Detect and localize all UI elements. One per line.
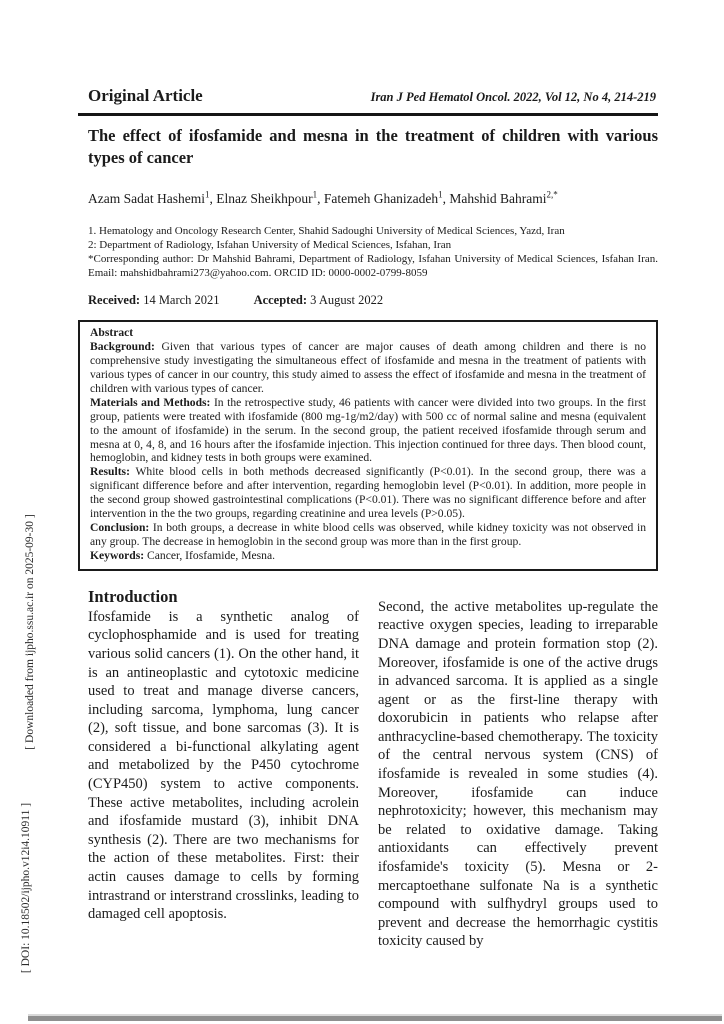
abstract-methods-text: In the retrospective study, 46 patients with cancer were divided into two groups. In the first group, patients were treated with ifosfamide (800 mg-1g/m2/day) with 500 cc of normal saline and mesna (equivalent to the amount of ifosfamide) in the serum. In the second group, the patient received ifosfamide through serum and mesna at 0, 4, 8, and 16 hours after the ifosfamide injection. This injection continued for three days. Then blood count, hemoglobin, and kidney tests in both groups were examined. [90, 395, 646, 465]
author-sup: 2,* [546, 189, 558, 199]
scan-edge-artifact [28, 1014, 722, 1021]
abstract-box [78, 320, 658, 570]
right-column [378, 588, 658, 951]
received-date [88, 293, 220, 307]
affiliation-1: 1. Hematology and Oncology Research Center, Shahid Sadoughi University of Medical Sciences, Yazd, Iran [88, 224, 565, 237]
page-header [78, 86, 658, 106]
abstract-results [90, 465, 646, 521]
journal-citation: Iran J Ped Hematol Oncol. 2022, Vol 12, No 4, 214-219 [370, 90, 656, 104]
affiliations-block [88, 224, 658, 281]
author-sup: 1 [204, 189, 210, 199]
downloaded-from-note: [ Downloaded from ijpho.ssu.ac.ir on 2025-09-30 ] [24, 514, 36, 750]
accepted-date [254, 293, 384, 307]
abstract-methods [90, 396, 646, 466]
doi-note: [ DOI: 10.18502/ijpho.v12i4.10911 ] [20, 802, 32, 974]
abstract-results-label: Results: [90, 465, 130, 479]
abstract-conclusion-text: In both groups, a decrease in white blood cells was observed, while kidney toxicity was not observed in any group. The decrease in hemoglobin in the second group was more than in the first group. [90, 521, 646, 548]
affiliation-2: 2: Department of Radiology, Isfahan University of Medical Sciences, Isfahan, Iran [88, 238, 452, 251]
abstract-keywords-text: Cancer, Ifosfamide, Mesna. [147, 548, 275, 562]
abstract-background-label: Background: [90, 340, 155, 354]
author-name: Mahshid Bahrami [449, 190, 547, 206]
author-separator: , [209, 190, 217, 206]
authors-line [88, 191, 658, 207]
author-sup: 1 [438, 189, 443, 199]
accepted-label: Accepted: [253, 293, 308, 308]
corresponding-author-note: *Corresponding author: Dr Mahshid Bahrami, Department of Radiology, Isfahan University of Medical Sciences, Isfahan Iran. Email: mahshidbahrami273@yahoo.com. ORCID ID: 0000-0002-0799-8059 [88, 252, 658, 280]
abstract-keywords [90, 549, 646, 563]
author-separator: , [442, 190, 450, 206]
header-rule [78, 113, 658, 116]
accepted-value: 3 August 2022 [310, 293, 384, 308]
article-type-label: Original Article [88, 86, 203, 105]
introduction-paragraph-right: Second, the active metabolites up-regulate the reactive oxygen species, leading to irreparable DNA damage and protein formation stop (2). Moreover, ifosfamide is one of the active drugs in advanced sarcoma. It is applied as a single agent or as the first-line therapy with doxorubicin in patients who relapse after anthracycline-based chemotherapy. The toxicity of the central nervous system (CNS) of ifosfamide is revealed in some studies (4). Moreover, ifosfamide can induce nephrotoxicity; however, this mechanism may be related to oxidative damage. Taking antioxidants can effectively prevent ifosfamide's toxicity (5). Mesna or 2-mercaptoethane sulfonate Na is a synthetic compound with sulfhydryl groups used to prevent and decrease the hemorrhagic cystitis toxicity caused by [378, 598, 658, 950]
abstract-heading: Abstract [90, 326, 134, 340]
introduction-heading: Introduction [88, 586, 178, 606]
abstract-keywords-label: Keywords: [90, 548, 145, 562]
two-column-body [88, 588, 658, 951]
article-title: The effect of ifosfamide and mesna in the treatment of children with various types of cancer [88, 125, 658, 167]
abstract-background-text: Given that various types of cancer are major causes of death among children and there is no comprehensive study investigating the simultaneous effect of ifosfamide and mesna in the treatment of patients with various types of cancer in our country, this study aimed to assess the effect of ifosfamide and mesna in the treatment of children with various types of cancer. [90, 340, 646, 395]
article-content [78, 86, 658, 951]
abstract-conclusion-label: Conclusion: [90, 521, 150, 534]
author-name: Elnaz Sheikhpour [216, 190, 313, 206]
author-name: Fatemeh Ghanizadeh [323, 190, 439, 206]
dates-row [88, 293, 658, 308]
received-label: Received: [88, 293, 141, 308]
author-name: Azam Sadat Hashemi [88, 190, 205, 206]
author-separator: , [317, 190, 324, 206]
abstract-results-text: White blood cells in both methods decreased significantly (P<0.01). In the second group, there was a significant difference before and after intervention, regarding hemoglobin level (P<0.01). In addition, more people in the second group showed gastrointestinal complications (P<0.01). There was no significant difference before and after intervention in the the two groups, regarding creatinine and urea levels (P>0.05). [90, 465, 646, 521]
abstract-methods-label: Materials and Methods: [90, 395, 211, 409]
abstract-background [90, 340, 646, 396]
abstract-conclusion [90, 521, 646, 549]
introduction-paragraph-left: Ifosfamide is a synthetic analog of cyclophosphamide and is used for treating various solid cancers (1). On the other hand, it is an antineoplastic and cytotoxic medicine used to treat and manage diverse cancers, including sarcoma, lymphoma, lung cancer (2), soft tissue, and bone sarcomas (3). It is considered a bi-functional alkylating agent and metabolized by the P450 cytochrome (CYP450) system to active components. These active metabolites, including acrolein and ifosfamide mustard (3), inhibit DNA synthesis (2). There are two mechanisms for the action of these metabolites. First: their actin causes damage to cells by forming intrastrand or interstrand crosslinks, leading to damaged cell apoptosis. [88, 608, 359, 923]
left-column [88, 588, 359, 951]
received-value: 14 March 2021 [143, 293, 220, 308]
author-sup: 1 [312, 189, 318, 199]
